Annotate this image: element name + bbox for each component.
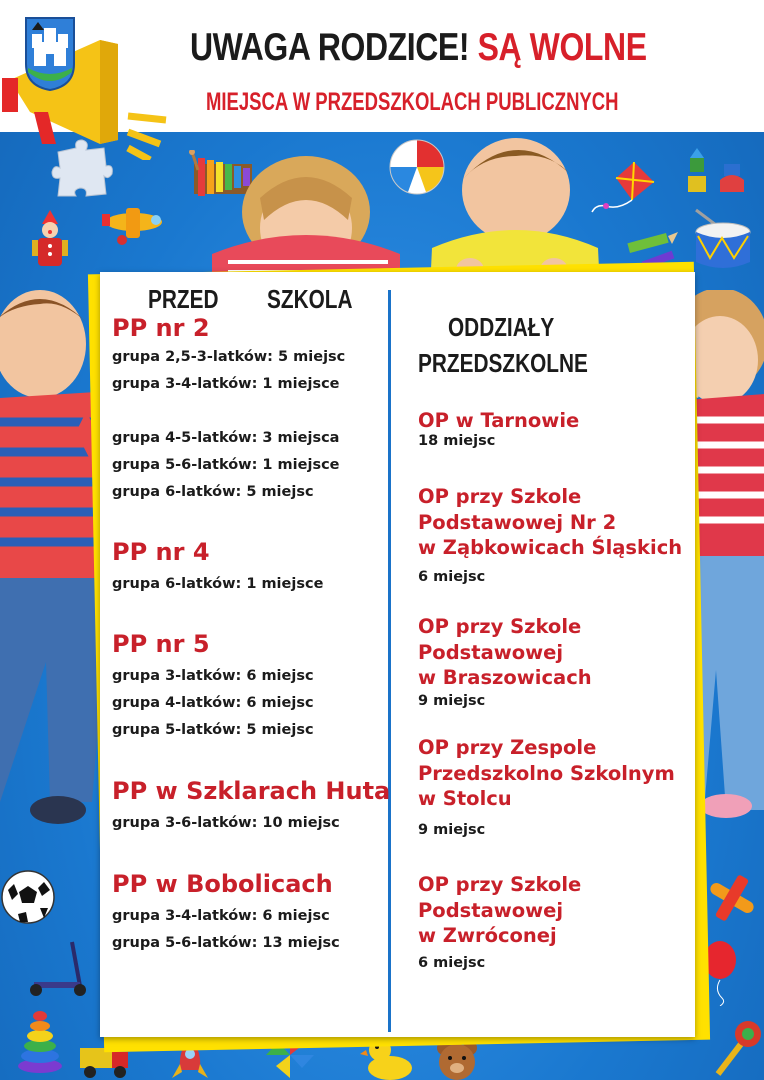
unit-title-line: w Stolcu	[418, 787, 512, 810]
unit-title-line: Podstawowej	[418, 898, 564, 922]
unit-places: 9 miejsc	[418, 693, 486, 709]
group-line: grupa 3-latków: 6 miejsc	[112, 668, 314, 684]
unit-title-line: OP przy Szkole	[418, 873, 582, 896]
scooter-icon	[24, 940, 94, 996]
unit-title	[418, 614, 592, 691]
unit-title-line: OP przy Szkole	[418, 615, 582, 638]
group-line: grupa 5-latków: 5 miejsc	[112, 722, 314, 738]
group-line: grupa 6-latków: 1 miejsce	[112, 576, 324, 592]
right-heading-line2: PRZEDSZKOLNE	[418, 348, 588, 378]
group-line: grupa 3-4-latków: 6 miejsc	[112, 908, 330, 924]
unit-places: 6 miejsc	[418, 955, 486, 971]
rattle-icon	[708, 1018, 764, 1080]
unit-title-line: Przedszkolno Szkolnym	[418, 761, 675, 785]
crest-icon	[24, 16, 76, 92]
group-line: grupa 2,5-3-latków: 5 miejsc	[112, 349, 346, 365]
girl-top-illustration	[188, 150, 416, 282]
group-line: grupa 5-6-latków: 13 miejsc	[112, 935, 340, 951]
school-title: PP w Szklarach Huta	[112, 777, 391, 805]
stacking-rings-icon	[14, 1004, 66, 1074]
group-line: grupa 4-5-latków: 3 miejsca	[112, 430, 340, 446]
column-divider	[388, 290, 391, 1032]
teddy-bear-icon	[432, 1040, 482, 1080]
unit-title-line: OP w Tarnowie	[418, 409, 580, 432]
unit-title	[418, 484, 682, 561]
blocks-icon	[684, 144, 748, 194]
unit-title-line: w Braszowicach	[418, 666, 592, 689]
group-line: grupa 4-latków: 6 miejsc	[112, 695, 314, 711]
drum-icon	[690, 206, 756, 276]
clown-toy-icon	[28, 208, 72, 274]
poster-title: UWAGA RODZICE! SĄ WOLNE	[190, 26, 647, 69]
unit-title-line: w Zwróconej	[418, 924, 557, 947]
group-line: grupa 5-6-latków: 1 miejsce	[112, 457, 340, 473]
unit-places: 18 miejsc	[418, 433, 496, 449]
poster-subtitle: MIEJSCA W PRZEDSZKOLACH PUBLICZNYCH	[206, 88, 619, 116]
school-title: PP nr 2	[112, 314, 210, 342]
left-heading-przed: PRZED	[148, 284, 219, 314]
group-line: grupa 3-6-latków: 10 miejsc	[112, 815, 340, 831]
airplane-icon	[700, 868, 764, 928]
unit-title	[418, 408, 579, 434]
group-line: grupa 3-4-latków: 1 miejsce	[112, 376, 340, 392]
unit-places: 9 miejsc	[418, 822, 486, 838]
school-title: PP nr 4	[112, 538, 210, 566]
airplane-icon	[98, 200, 170, 250]
right-heading-line1: ODDZIAŁY	[448, 312, 555, 342]
unit-title-line: OP przy Zespole	[418, 736, 597, 759]
unit-places: 6 miejsc	[418, 569, 486, 585]
left-heading-szkola: SZKOLA	[267, 284, 353, 314]
unit-title-line: w Ząbkowicach Śląskich	[418, 536, 683, 559]
unit-title-line: Podstawowej	[418, 640, 564, 664]
soccer-ball-icon	[0, 868, 56, 926]
unit-title	[418, 735, 675, 812]
school-title: PP w Bobolicach	[112, 870, 333, 898]
group-line: grupa 6-latków: 5 miejsc	[112, 484, 314, 500]
unit-title	[418, 872, 581, 949]
unit-title-line: Podstawowej Nr 2	[418, 510, 617, 534]
unit-title-line: OP przy Szkole	[418, 485, 582, 508]
school-title: PP nr 5	[112, 630, 210, 658]
